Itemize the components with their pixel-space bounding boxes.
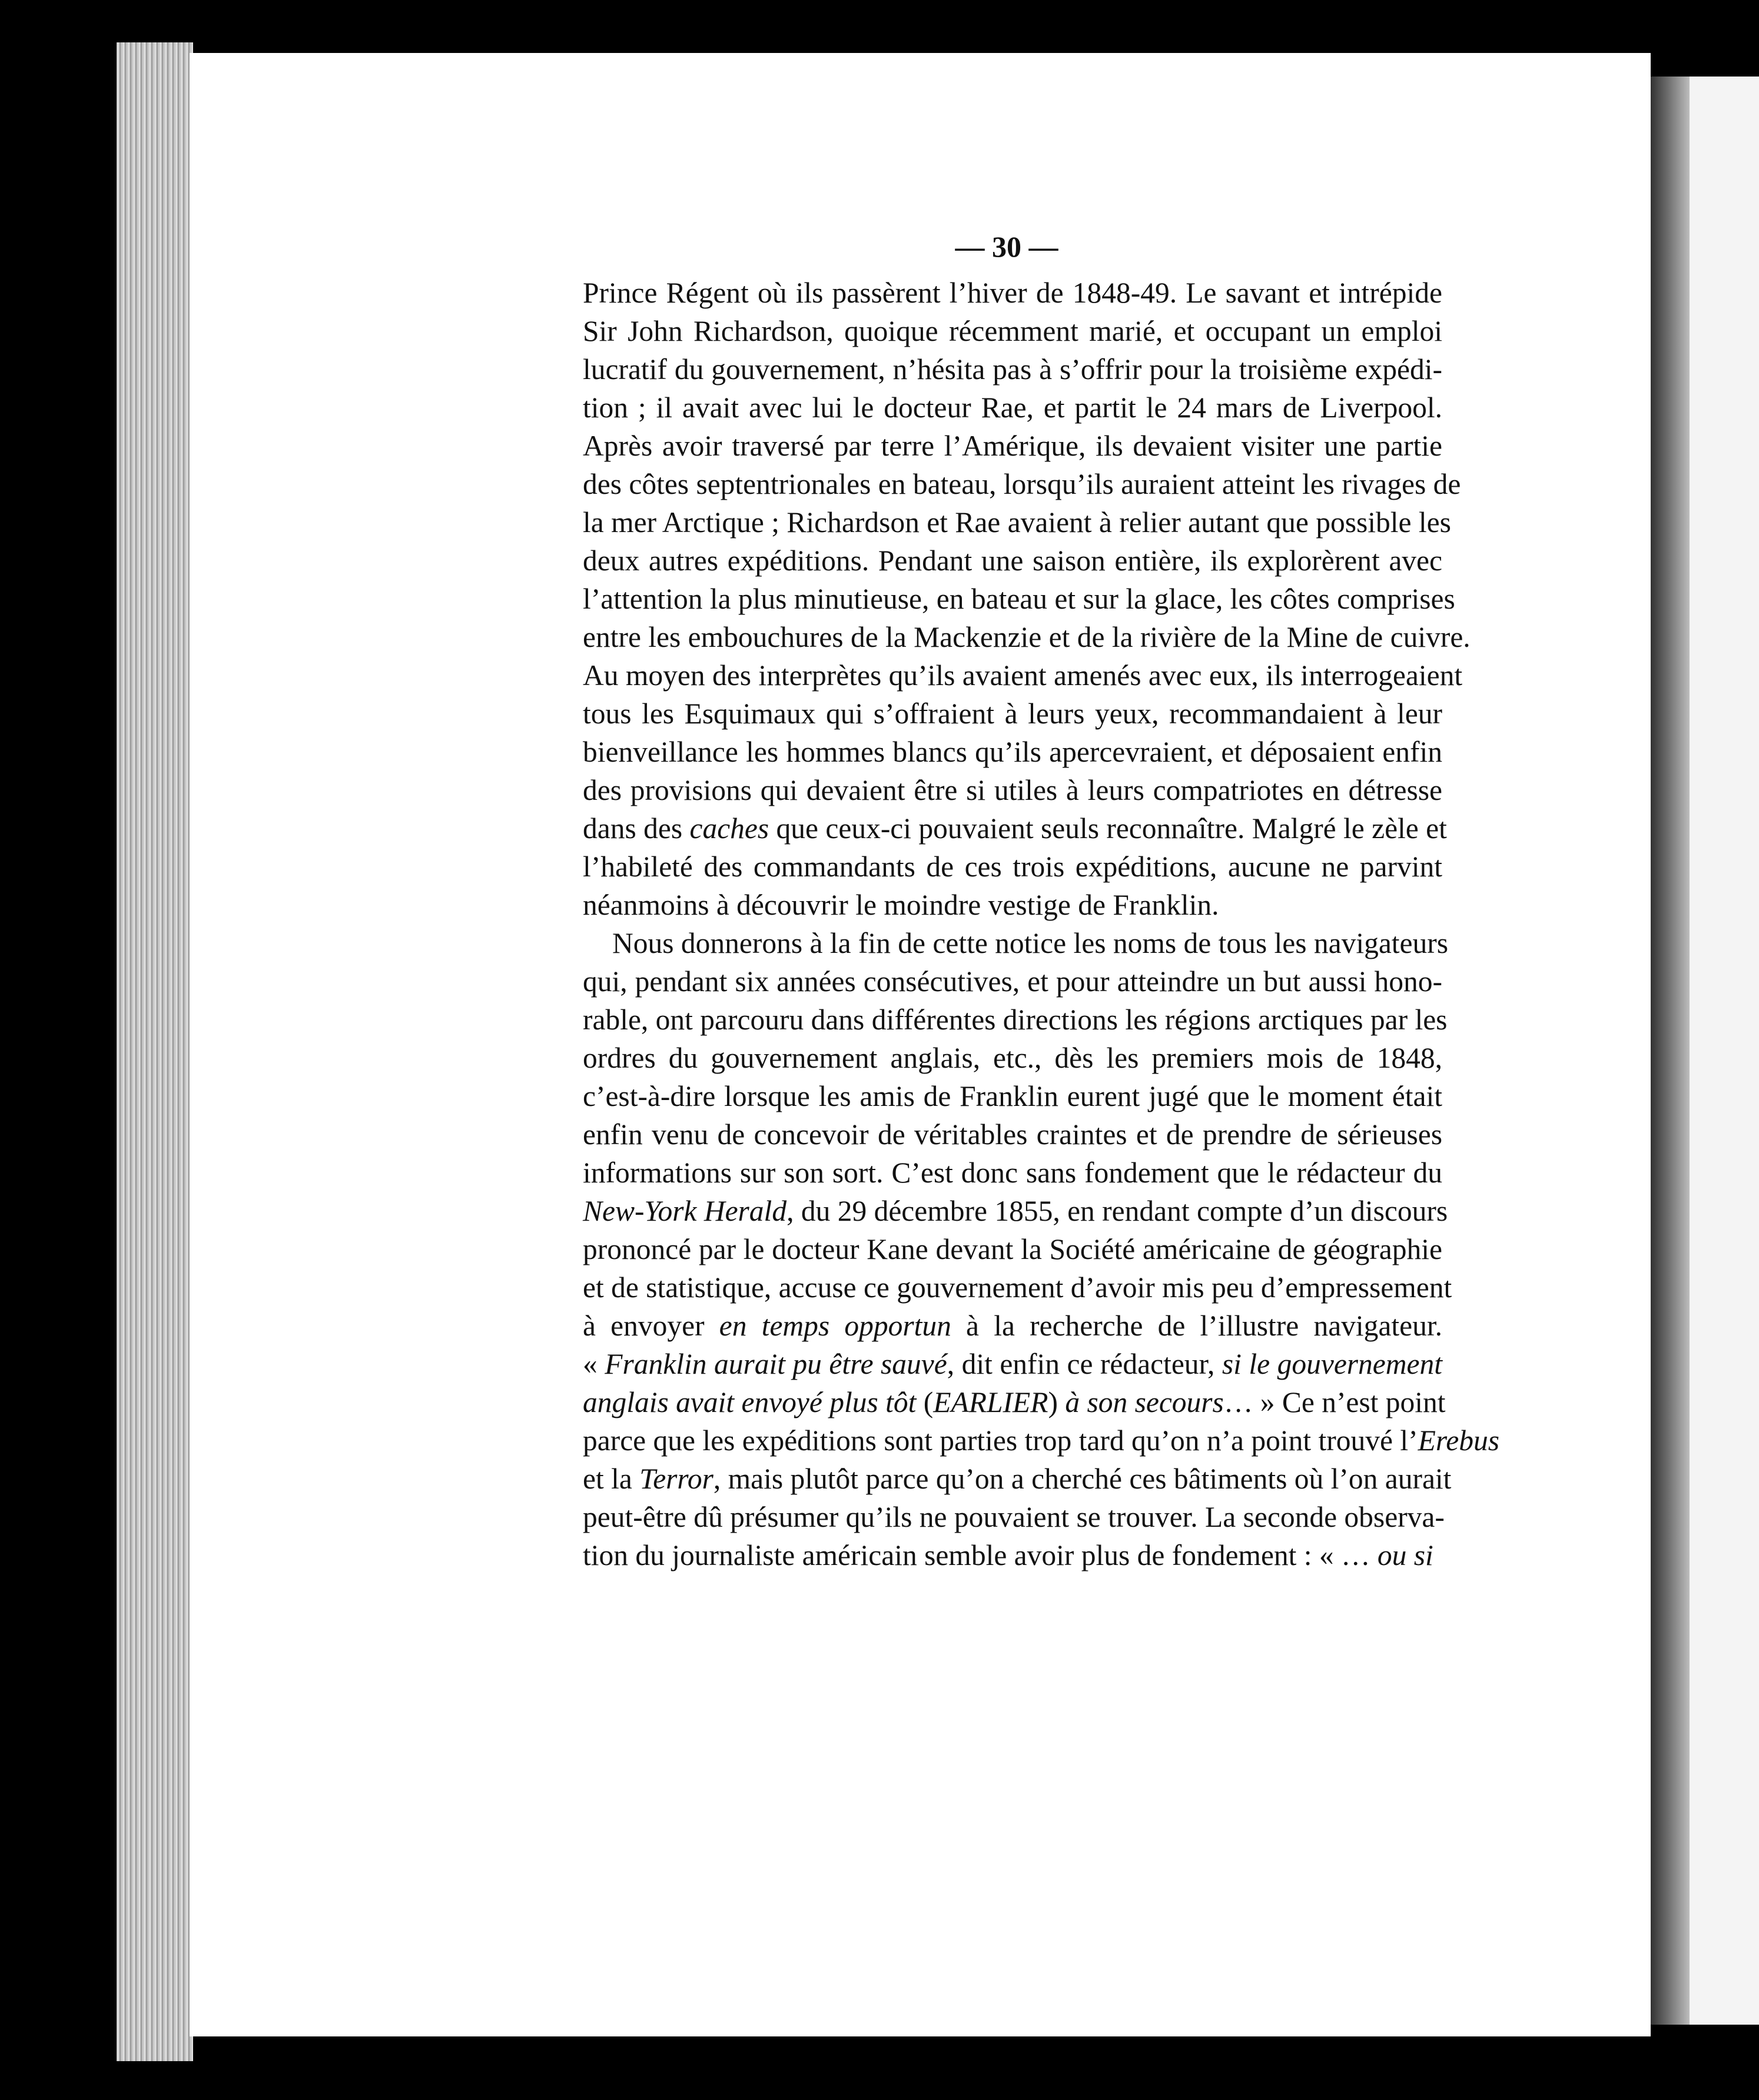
text-line <box>583 350 1442 388</box>
text-run: Prince Régent où ils passèrent l’hiver de 1848-49. Le savant et intrépide <box>583 277 1442 309</box>
text-line <box>583 656 1463 695</box>
text-run: informations sur son sort. C’est donc sans fondement que le rédacteur du <box>583 1157 1442 1189</box>
text-run: rable, ont parcouru dans différentes directions les régions arctiques par les <box>583 1004 1448 1036</box>
facing-page-edge <box>1690 77 1759 2025</box>
text-line <box>583 1039 1442 1077</box>
text-run: à envoyer <box>583 1310 719 1342</box>
text-line <box>583 618 1471 656</box>
text-run: ) <box>1048 1386 1066 1418</box>
text-line <box>583 1498 1445 1536</box>
text-run: bienveillance les hommes blancs qu’ils apercevraient, et déposaient enfin <box>583 736 1442 768</box>
text-line <box>583 503 1451 541</box>
text-run: , mais plutôt parce qu’on a cherché ces bâtiments où l’on aurait <box>713 1463 1452 1495</box>
italic-text: Franklin aurait pu être sauvé <box>605 1348 947 1380</box>
text-line <box>583 848 1442 886</box>
text-run: Après avoir traversé par terre l’Amérique, ils devaient visiter une partie <box>583 430 1442 462</box>
text-line <box>583 427 1442 465</box>
italic-text: Terror <box>639 1463 713 1495</box>
text-line <box>583 1115 1442 1154</box>
text-line <box>583 733 1442 771</box>
italic-text: ou si <box>1377 1539 1433 1571</box>
text-run: et de statistique, accuse ce gouvernement d’avoir mis peu d’empressement <box>583 1271 1452 1304</box>
text-line <box>583 962 1442 1001</box>
page-number: — 30 — <box>955 230 1058 263</box>
text-line <box>583 465 1461 503</box>
text-line <box>583 924 1449 962</box>
text-run: à la recherche de l’illustre navigateur. <box>951 1310 1442 1342</box>
text-line <box>583 1230 1442 1268</box>
text-run: néanmoins à découvrir le moindre vestige de Franklin. <box>583 889 1219 921</box>
italic-text: New-York Herald <box>583 1195 787 1227</box>
page-edges <box>117 42 193 2061</box>
text-line <box>583 886 1442 924</box>
text-run: … » Ce n’est point <box>1223 1386 1446 1418</box>
text-line <box>583 695 1442 733</box>
text-line <box>583 1192 1448 1230</box>
text-run: , du 29 décembre 1855, en rendant compte d’un discours <box>786 1195 1448 1227</box>
text-line <box>583 580 1455 618</box>
book-gutter-shadow <box>1648 77 1690 2025</box>
text-line <box>583 1421 1500 1460</box>
text-run: Nous donnerons à la fin de cette notice les noms de tous les navigateurs <box>612 927 1449 959</box>
text-run: que ceux-ci pouvaient seuls reconnaître. Malgré le zèle et <box>769 812 1447 845</box>
text-run: peut-être dû présumer qu’ils ne pouvaient se trouver. La seconde observa- <box>583 1501 1445 1533</box>
text-line <box>583 771 1442 809</box>
text-line <box>583 1460 1452 1498</box>
text-line <box>583 1307 1442 1345</box>
text-run: Au moyen des interprètes qu’ils avaient amenés avec eux, ils interrogeaient <box>583 659 1463 692</box>
text-line <box>583 541 1442 580</box>
text-line <box>583 312 1442 350</box>
text-line <box>583 1077 1442 1115</box>
text-run: l’habileté des commandants de ces trois expéditions, aucune ne parvint <box>583 850 1442 883</box>
text-line <box>583 1383 1446 1421</box>
text-run: tous les Esquimaux qui s’offraient à leurs yeux, recommandaient à leur <box>583 697 1442 730</box>
text-line <box>583 1345 1442 1383</box>
text-run: des provisions qui devaient être si utiles à leurs compatriotes en détresse <box>583 774 1442 806</box>
text-run: Sir John Richardson, quoique récemment marié, et occupant un emploi <box>583 315 1442 347</box>
text-line <box>583 809 1447 848</box>
body-text <box>583 274 1500 1574</box>
text-line <box>583 1536 1442 1574</box>
italic-text: caches <box>689 812 769 845</box>
text-run: qui, pendant six années consécutives, et pour atteindre un but aussi hono- <box>583 965 1442 998</box>
text-run: ( <box>916 1386 934 1418</box>
text-run: ordres du gouvernement anglais, etc., dès les premiers mois de 1848, <box>583 1042 1442 1074</box>
text-run: tion ; il avait avec lui le docteur Rae, et partit le 24 mars de Liverpool. <box>583 391 1442 424</box>
text-run: c’est-à-dire lorsque les amis de Franklin eurent jugé que le moment était <box>583 1080 1442 1112</box>
italic-text: en temps opportun <box>719 1310 951 1342</box>
text-line <box>583 1268 1452 1307</box>
italic-text: anglais avait envoyé plus tôt <box>583 1386 917 1418</box>
text-run: , dit enfin ce rédacteur, <box>947 1348 1222 1380</box>
italic-text: Erebus <box>1418 1424 1500 1457</box>
text-run: des côtes septentrionales en bateau, lorsqu’ils auraient atteint les rivages de <box>583 468 1461 500</box>
text-run: la mer Arctique ; Richardson et Rae avaient à relier autant que possible les <box>583 506 1451 539</box>
text-run: entre les embouchures de la Mackenzie et de la rivière de la Mine de cuivre. <box>583 621 1471 653</box>
italic-text: EARLIER <box>933 1386 1048 1418</box>
text-line <box>583 1154 1442 1192</box>
text-run: deux autres expéditions. Pendant une saison entière, ils explorèrent avec <box>583 544 1442 577</box>
text-run: et la <box>583 1463 640 1495</box>
text-run: parce que les expéditions sont parties trop tard qu’on n’a point trouvé l’ <box>583 1424 1418 1457</box>
text-run: l’attention la plus minutieuse, en bateau et sur la glace, les côtes comprises <box>583 583 1455 615</box>
text-run: prononcé par le docteur Kane devant la Société américaine de géographie <box>583 1233 1442 1265</box>
italic-text: si le gouvernement <box>1222 1348 1442 1380</box>
italic-text: à son secours <box>1065 1386 1224 1418</box>
text-run: lucratif du gouvernement, n’hésita pas à s’offrir pour la troisième expédi- <box>583 353 1442 386</box>
text-run: « <box>583 1348 605 1380</box>
text-line <box>583 1001 1448 1039</box>
text-run: dans des <box>583 812 690 845</box>
text-run: enfin venu de concevoir de véritables craintes et de prendre de sérieuses <box>583 1118 1442 1151</box>
text-line <box>583 388 1442 427</box>
text-run: tion du journaliste américain semble avoir plus de fondement : « … <box>583 1539 1378 1571</box>
text-line <box>583 274 1442 312</box>
